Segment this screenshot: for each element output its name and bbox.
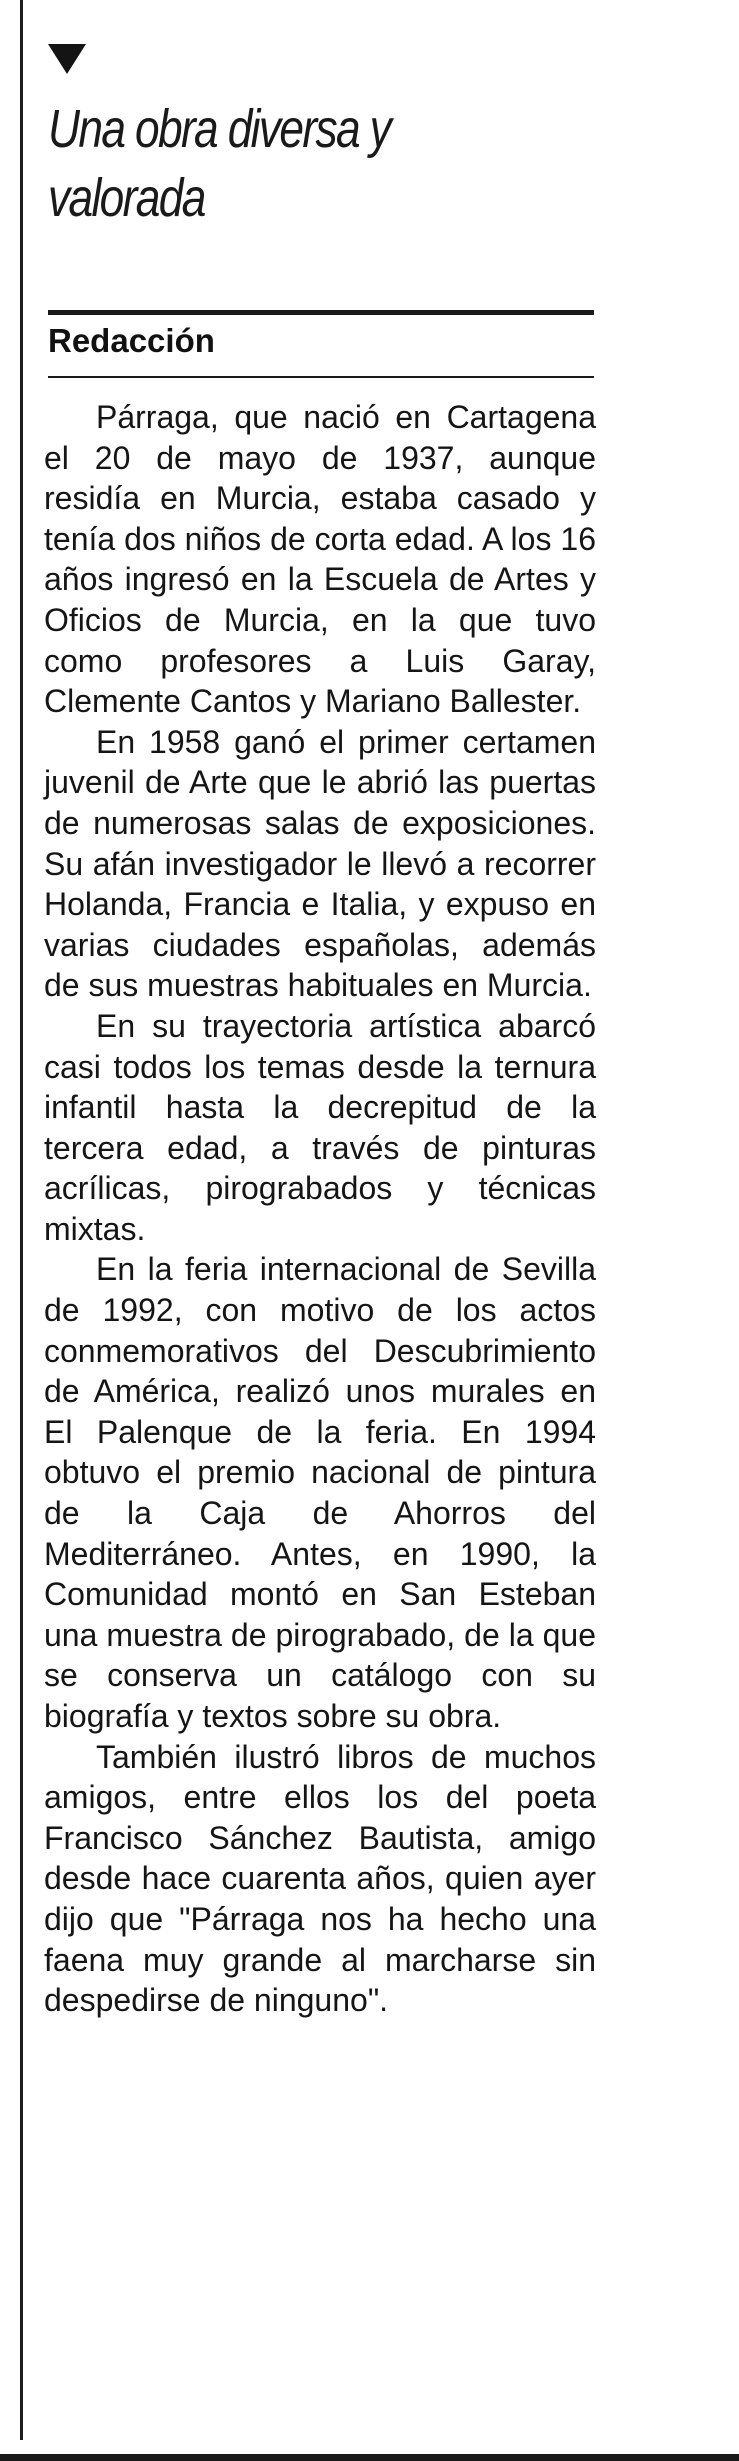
paragraph-2: En 1958 ganó el primer certamen juvenil de Arte que le abrió las puertas de numerosas salas de exposiciones. Su afán investigador le llevó a recorrer Holanda, Francia e Italia, y expuso en varias ciudades españolas, además de sus muestras habituales en Murcia. (44, 723, 596, 1004)
triangle-marker-icon (48, 44, 86, 74)
paragraph-1: Párraga, que nació en Cartagena el 20 de mayo de 1937, aunque residía en Murcia, estaba casado y tenía dos niños de corta edad. A los 16 años ingresó en la Escuela de Artes y Oficios de Murcia, en la que tuvo como profesores a Luis Garay, Clemente Cantos y Mariano Ballester. (44, 399, 596, 720)
headline: Una obra diversa y valorada (48, 99, 391, 228)
paragraph-3: En su trayectoria artística abarcó casi todos los temas desde la ternura infantil hasta la decrepitud de la tercera edad, a través de pinturas acrílicas, pirograbados y técnicas mixtas. (44, 1007, 596, 1247)
paragraph-5: También ilustró libros de muchos amigos, entre ellos los del poeta Francisco Sánchez Bautista, amigo desde hace cuarenta años, quien ayer dijo que "Párraga nos ha hecho una faena muy grande al marcharse sin despedirse de ninguno". (44, 1738, 596, 2019)
byline-bottom-rule (48, 376, 594, 378)
byline-top-rule (48, 310, 594, 315)
page-bottom-rule (0, 2454, 739, 2461)
paragraph-4: En la feria internacional de Sevilla de 1992, con motivo de los actos conmemorativos del Descubrimiento de América, realizó unos murales en El Palenque de la feria. En 1994 obtuvo el premio nacional de pintura de la Caja de Ahorros del Mediterráneo. Antes, en 1990, la Comunidad montó en San Esteban una muestra de pirograbado, de la que se conserva un catálogo con su biografía y textos sobre su obra. (44, 1251, 596, 1734)
byline: Redacción (48, 322, 215, 359)
article-body (44, 397, 596, 2021)
column-left-rule (20, 0, 23, 2440)
